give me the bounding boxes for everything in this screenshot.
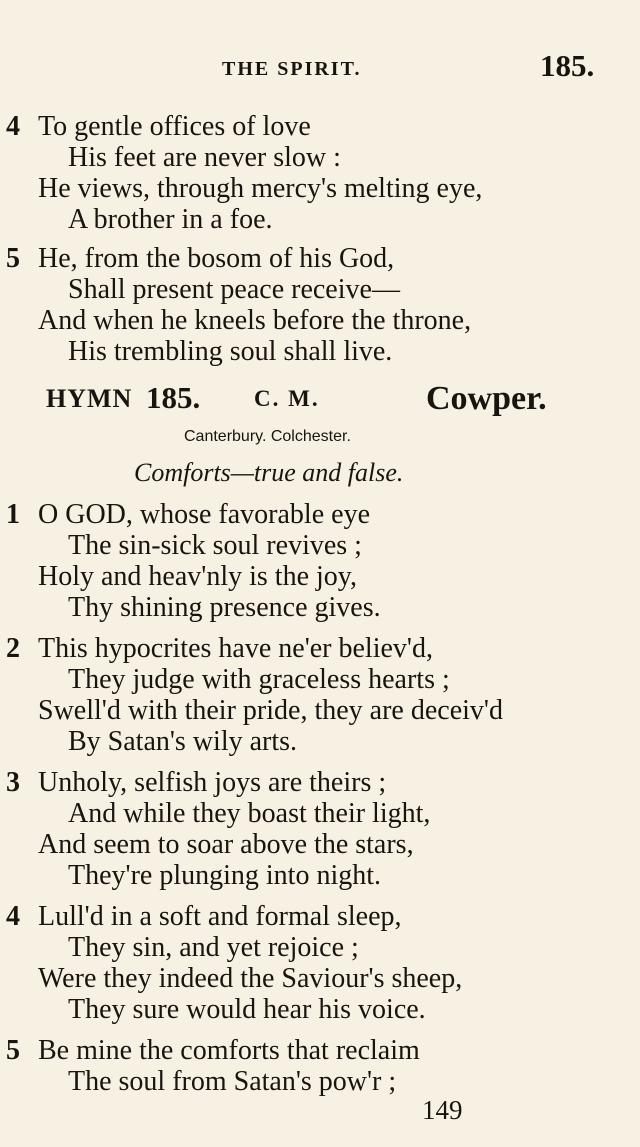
verse-line: And while they boast their light, (68, 798, 431, 829)
verse-line: He views, through mercy's melting eye, (38, 173, 483, 204)
verse-line: He, from the bosom of his God, (38, 243, 395, 274)
verse-line: His feet are never slow : (68, 142, 341, 173)
verse-line: Thy shining presence gives. (68, 592, 381, 623)
hymn-label: HYMN (46, 384, 133, 413)
hymn-author: Cowper. (426, 380, 547, 417)
verse-line: And when he kneels before the throne, (38, 305, 472, 336)
hymn-subject: Comforts—true and false. (134, 458, 404, 487)
page-number: 185. (540, 48, 595, 83)
verse-line: To gentle offices of love (38, 111, 311, 142)
stanza-number: 5 (6, 243, 20, 274)
verse-line: Lull'd in a soft and formal sleep, (38, 901, 402, 932)
tune-names: Canterbury. Colchester. (184, 428, 351, 445)
verse-line: A brother in a foe. (68, 204, 273, 235)
verse-line: Unholy, selfish joys are theirs ; (38, 767, 387, 798)
stanza-number: 5 (6, 1035, 20, 1066)
hymn-number: 185. (146, 380, 201, 415)
verse-line: They sin, and yet rejoice ; (68, 932, 359, 963)
verse-line: The sin-sick soul revives ; (68, 530, 362, 561)
stanza-number: 2 (6, 633, 20, 664)
verse-line: They judge with graceless hearts ; (68, 664, 450, 695)
verse-line: His trembling soul shall live. (68, 336, 393, 367)
running-header: THE SPIRIT. (222, 58, 362, 80)
signature-number: 149 (422, 1095, 463, 1125)
stanza-number: 4 (6, 111, 20, 142)
verse-line: And seem to soar above the stars, (38, 829, 414, 860)
verse-line: Shall present peace receive— (68, 274, 400, 305)
verse-line: Swell'd with their pride, they are deceiv'd (38, 695, 503, 726)
hymn-meter: C. M. (254, 386, 320, 411)
verse-line: O GOD, whose favorable eye (38, 499, 370, 530)
stanza-number: 4 (6, 901, 20, 932)
hymn-heading (0, 380, 640, 420)
verse-line: They sure would hear his voice. (68, 994, 426, 1025)
stanza-number: 1 (6, 499, 20, 530)
verse-line: The soul from Satan's pow'r ; (68, 1066, 397, 1097)
verse-line: Be mine the comforts that reclaim (38, 1035, 420, 1066)
verse-line: By Satan's wily arts. (68, 726, 298, 757)
verse-line: This hypocrites have ne'er believ'd, (38, 633, 433, 664)
verse-line: Were they indeed the Saviour's sheep, (38, 963, 463, 994)
verse-line: They're plunging into night. (68, 860, 382, 891)
verse-line: Holy and heav'nly is the joy, (38, 561, 357, 592)
stanza-number: 3 (6, 767, 20, 798)
